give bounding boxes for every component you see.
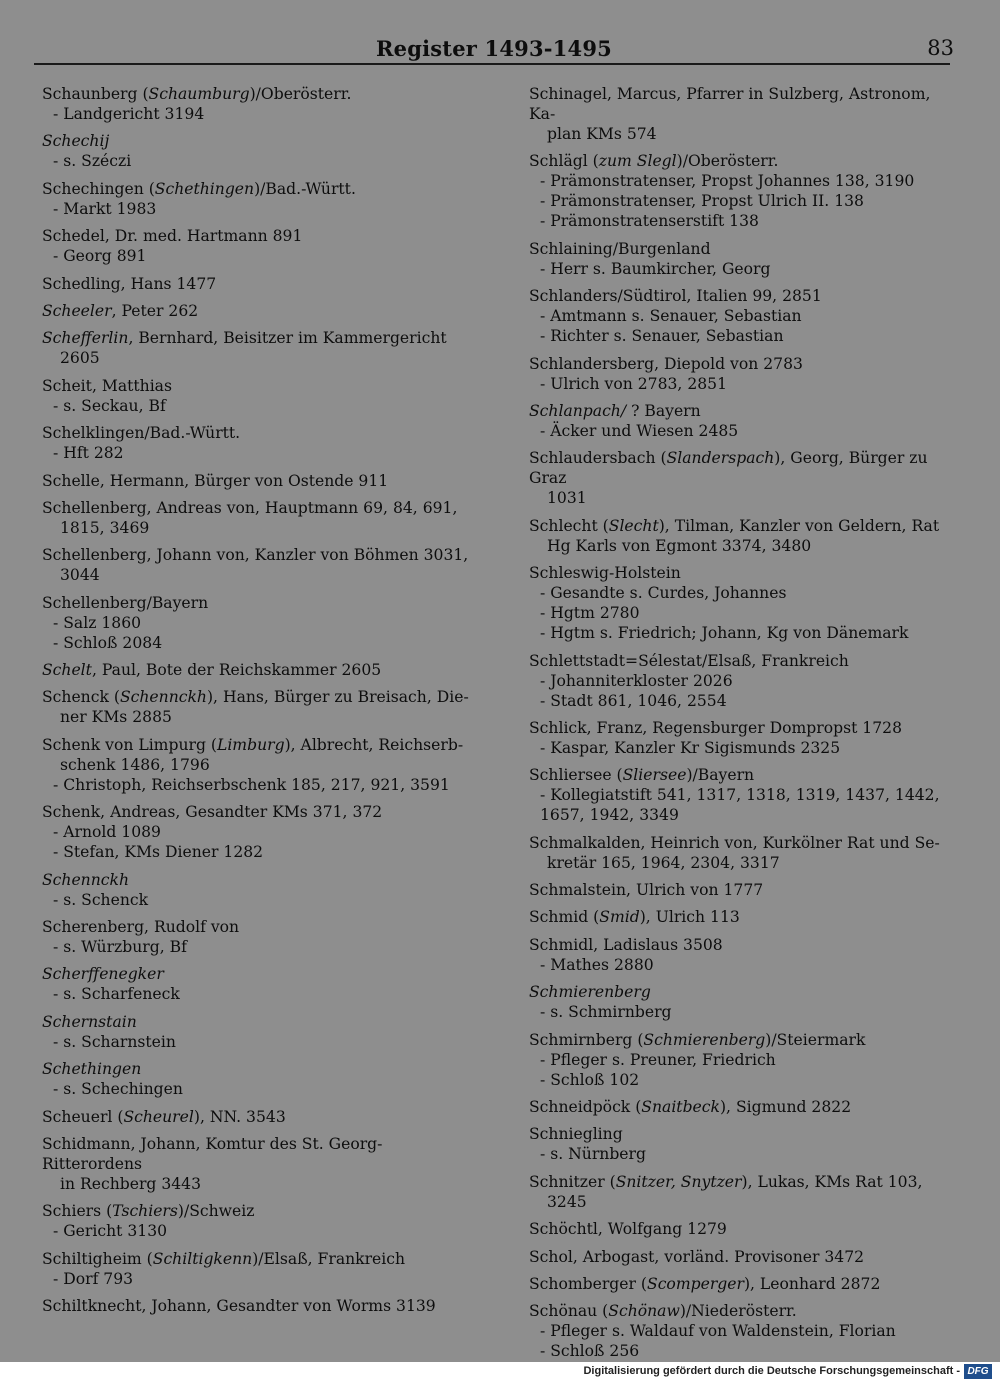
entry-heading: Schlanders/Südtirol, Italien 99, 2851 [529,287,822,306]
entry-heading: Schinagel, Marcus, Pfarrer in Sulzberg, Astronom, Ka- [529,85,931,123]
entry-subitem: - Hgtm 2780 [540,604,640,623]
register-entry [42,376,482,416]
entry-heading: Schelt, Paul, Bote der Reichskammer 2605 [42,661,382,680]
entry-heading: Schaunberg (Schaumburg)/Oberösterr. [42,85,352,103]
entry-subitem: - s. Schenck [53,890,149,909]
entry-heading: Schliersee (Sliersee)/Bayern [529,766,755,785]
register-entry [529,1274,959,1294]
register-entry [42,802,482,862]
register-entry [42,735,482,795]
register-entry [529,1247,959,1267]
register-entry [42,1107,482,1127]
variant-spelling: Schiltigkenn [152,1249,253,1268]
variant-spelling: Schlanpach/ [529,401,627,420]
entry-heading: Schidmann, Johann, Komtur des St. Georg-Ritterordens [42,1134,383,1173]
entry-heading: Schiltknecht, Johann, Gesandter von Worms 3139 [42,1297,436,1316]
dfg-logo: DFG [964,1364,992,1379]
entry-subitem: - s. Schmirnberg [540,1003,672,1022]
register-entry [42,226,482,266]
register-entry [529,907,959,927]
register-entry [42,274,482,294]
variant-spelling: Schmierenberg [643,1030,766,1049]
register-entry [529,84,959,144]
entry-subitem: - Prämonstratenser, Propst Ulrich II. 138 [540,192,864,211]
variant-spelling: Scherffenegker [42,965,164,984]
entry-subitem: - Pfleger s. Waldauf von Waldenstein, Florian [540,1322,896,1341]
entry-subitem: - Kaspar, Kanzler Kr Sigismunds 2325 [540,738,841,757]
entry-continuation: Hg Karls von Egmont 3374, 3480 [547,536,812,555]
variant-spelling: Schethingen [154,179,255,198]
entry-subitem: - Amtmann s. Senauer, Sebastian [540,307,802,326]
entry-subitem: - Hgtm s. Friedrich; Johann, Kg von Dänemark [540,624,909,643]
register-entry [529,880,959,900]
variant-spelling: Schefferlin [42,329,129,348]
register-entry [529,1301,959,1361]
entry-heading [42,870,482,890]
register-entry [529,1219,959,1239]
entry-heading: Schmalkalden, Heinrich von, Kurkölner Rat und Se- [529,833,940,852]
entry-heading: Scheeler, Peter 262 [42,301,199,320]
register-entry [529,1030,959,1090]
entry-subitem: - Hft 282 [53,444,124,463]
entry-heading [42,964,482,984]
entry-heading: Schlandersberg, Diepold von 2783 [529,354,803,373]
entry-heading: Scherenberg, Rudolf von [42,918,240,937]
variant-spelling: Tschiers [112,1202,178,1221]
register-entry [42,545,482,585]
entry-heading: Schmid (Smid), Ulrich 113 [529,908,740,927]
entry-continuation: 3044 [60,566,100,585]
entry-subitem: - s. Széczi [53,152,132,171]
register-entry [529,448,959,508]
entry-continuation: 1031 [547,489,587,508]
entry-heading: Schöchtl, Wolfgang 1279 [529,1220,727,1239]
register-entry [529,833,959,873]
entry-subitem: - Äcker und Wiesen 2485 [540,421,739,440]
entry-subitem: - s. Schechingen [53,1080,183,1099]
register-entry [42,660,482,680]
register-entry [529,718,959,758]
entry-heading [529,982,959,1002]
entry-continuation: 3245 [547,1192,587,1211]
register-entry [42,1296,482,1316]
register-entry [529,1097,959,1117]
register-entry [42,179,482,219]
entry-subitem: - Stefan, KMs Diener 1282 [53,843,264,862]
entry-subitem: - Dorf 793 [53,1269,134,1288]
variant-spelling: Schmierenberg [529,983,651,1002]
entry-heading [42,1059,482,1079]
register-entry [42,423,482,463]
entry-heading: Scheit, Matthias [42,376,172,395]
entry-subitem: - Christoph, Reichserbschenk 185, 217, 921, 3591 [53,775,450,794]
variant-spelling: Smid [599,908,640,927]
entry-subitem: - Herr s. Baumkircher, Georg [540,259,771,278]
register-entry [529,1124,959,1164]
entry-heading: Schmirnberg (Schmierenberg)/Steiermark [529,1030,866,1049]
entry-heading: Schenk, Andreas, Gesandter KMs 371, 372 [42,803,383,822]
register-entry [42,1012,482,1052]
register-entry [42,964,482,1004]
variant-spelling: Schelt [42,661,92,680]
register-entry [529,151,959,231]
register-entry [42,328,482,368]
register-column-right [529,84,959,1369]
entry-heading: Schniegling [529,1125,623,1144]
entry-subitem: - Markt 1983 [53,199,157,218]
variant-spelling: Schennckh [42,870,129,889]
entry-subitem: - s. Nürnberg [540,1145,646,1164]
register-entry [42,1134,482,1194]
register-entry [529,651,959,711]
entry-subitem: - Prämonstratenser, Propst Johannes 138, 3190 [540,172,915,191]
register-entry [529,935,959,975]
entry-heading: Schnitzer (Snitzer, Snytzer), Lukas, KMs Rat 103, [529,1172,923,1191]
entry-continuation: 1815, 3469 [60,518,150,537]
entry-subitem: - Ulrich von 2783, 2851 [540,374,728,393]
entry-heading: Schelle, Hermann, Bürger von Ostende 911 [42,471,389,490]
entry-subitem: - Mathes 2880 [540,955,654,974]
register-entry [529,354,959,394]
entry-heading: Schönau (Schönaw)/Niederösterr. [529,1302,797,1321]
entry-subitem: - Pfleger s. Preuner, Friedrich [540,1050,776,1069]
entry-continuation: 2605 [60,349,100,368]
entry-subitem: - s. Scharfeneck [53,985,180,1004]
entry-subitem: - s. Würzburg, Bf [53,938,187,957]
entry-heading: Schellenberg/Bayern [42,593,209,612]
header-rule [34,63,950,65]
entry-heading: Schol, Arbogast, vorländ. Provisoner 3472 [529,1247,865,1266]
register-entry [42,301,482,321]
entry-heading [42,131,482,151]
entry-subitem: - Gericht 3130 [53,1222,168,1241]
variant-spelling: Snitzer, Snytzer [615,1172,742,1191]
entry-subitem: - Landgericht 3194 [53,105,205,123]
variant-spelling: Limburg [216,735,285,754]
register-entry [42,471,482,491]
register-entry [42,870,482,910]
variant-spelling: Schernstain [42,1012,137,1031]
register-entry [529,1172,959,1212]
entry-heading: Schellenberg, Johann von, Kanzler von Böhmen 3031, [42,546,469,565]
entry-subitem: - Richter s. Senauer, Sebastian [540,327,784,346]
register-column-left [42,84,482,1324]
entry-continuation: plan KMs 574 [547,125,657,143]
entry-subitem: - s. Scharnstein [53,1032,176,1051]
funding-note: Digitalisierung gefördert durch die Deutsche Forschungsgemeinschaft - [583,1365,960,1377]
register-entry [42,1059,482,1099]
entry-heading: Schlick, Franz, Regensburger Dompropst 1728 [529,718,902,737]
entry-subitem: - Kollegiatstift 541, 1317, 1318, 1319, 1437, 1442, [540,786,940,805]
entry-heading: Schlanpach/ ? Bayern [529,401,701,420]
variant-spelling: Schethingen [42,1060,142,1079]
entry-heading: Schomberger (Scomperger), Leonhard 2872 [529,1274,881,1293]
entry-heading: Schedel, Dr. med. Hartmann 891 [42,227,303,246]
register-entry [529,765,959,825]
entry-subitem: - Schloß 102 [540,1070,640,1089]
entry-subitem: - Arnold 1089 [53,823,161,842]
entry-subitem: - s. Seckau, Bf [53,396,166,415]
register-entry [42,917,482,957]
register-entry [42,1249,482,1289]
entry-heading: Schmidl, Ladislaus 3508 [529,935,723,954]
entry-heading: Schlägl (zum Slegl)/Oberösterr. [529,152,779,171]
entry-heading: Schlecht (Slecht), Tilman, Kanzler von Geldern, Rat [529,516,940,535]
entry-heading: Schlaudersbach (Slanderspach), Georg, Bürger zu Graz [529,449,928,488]
entry-heading: Schlettstadt=Sélestat/Elsaß, Frankreich [529,651,849,670]
register-entry [42,1201,482,1241]
variant-spelling: Slecht [608,516,659,535]
entry-heading: Schedling, Hans 1477 [42,274,217,293]
variant-spelling: Schechij [42,132,110,151]
page-header [34,36,954,66]
entry-subitem: - Stadt 861, 1046, 2554 [540,691,727,710]
variant-spelling: Sliersee [622,766,687,785]
entry-subitem: - Salz 1860 [53,613,142,632]
entry-heading: Schefferlin, Bernhard, Beisitzer im Kammergericht [42,329,447,348]
entry-subitem: - Johanniterkloster 2026 [540,671,733,690]
variant-spelling: Scheurel [123,1107,194,1126]
variant-spelling: Slanderspach [666,449,775,468]
entry-subitem-continuation: 1657, 1942, 3349 [540,806,679,825]
variant-spelling: Schönaw [608,1302,680,1321]
entry-heading: Scheuerl (Scheurel), NN. 3543 [42,1107,286,1126]
variant-spelling: Scomperger [647,1274,744,1293]
entry-heading: Schiers (Tschiers)/Schweiz [42,1202,255,1221]
entry-continuation: kretär 165, 1964, 2304, 3317 [547,853,780,872]
variant-spelling: Schaumburg [148,85,250,103]
entry-heading: Schleswig-Holstein [529,564,681,583]
page-number: 83 [927,36,954,60]
variant-spelling: Snaitbeck [641,1098,720,1117]
entry-continuation: in Rechberg 3443 [60,1174,202,1193]
register-entry [42,84,482,124]
register-entry [529,563,959,643]
entry-subitem: - Schloß 256 [540,1342,640,1361]
footer-bar [0,1362,1000,1383]
entry-heading: Schechingen (Schethingen)/Bad.-Württ. [42,179,356,198]
variant-spelling: Scheeler [42,301,112,320]
register-entry [42,498,482,538]
register-entry [529,982,959,1022]
register-entry [529,516,959,556]
entry-heading: Schneidpöck (Snaitbeck), Sigmund 2822 [529,1098,852,1117]
entry-heading: Schmalstein, Ulrich von 1777 [529,881,764,900]
register-entry [42,687,482,727]
entry-heading: Schenck (Schennckh), Hans, Bürger zu Breisach, Die- [42,688,469,707]
entry-heading: Schellenberg, Andreas von, Hauptmann 69, 84, 691, [42,498,458,517]
register-entry [42,131,482,171]
entry-heading: Schlaining/Burgenland [529,239,711,258]
variant-spelling: Schennckh [119,688,207,707]
register-entry [529,286,959,346]
entry-continuation: ner KMs 2885 [60,708,172,727]
entry-heading [42,1012,482,1032]
entry-subitem: - Schloß 2084 [53,633,163,652]
entry-heading: Schiltigheim (Schiltigkenn)/Elsaß, Frankreich [42,1249,406,1268]
entry-subitem: - Georg 891 [53,247,147,266]
entry-subitem: - Gesandte s. Curdes, Johannes [540,584,787,603]
entry-heading: Schelklingen/Bad.-Württ. [42,424,241,443]
entry-subitem: - Prämonstratenserstift 138 [540,212,759,231]
variant-spelling: zum Slegl [598,152,677,171]
running-title: Register 1493-1495 [376,36,612,61]
register-entry [42,593,482,653]
entry-heading: Schenk von Limpurg (Limburg), Albrecht, Reichserb- [42,735,464,754]
register-entry [529,239,959,279]
register-entry [529,401,959,441]
entry-continuation: schenk 1486, 1796 [60,755,210,774]
